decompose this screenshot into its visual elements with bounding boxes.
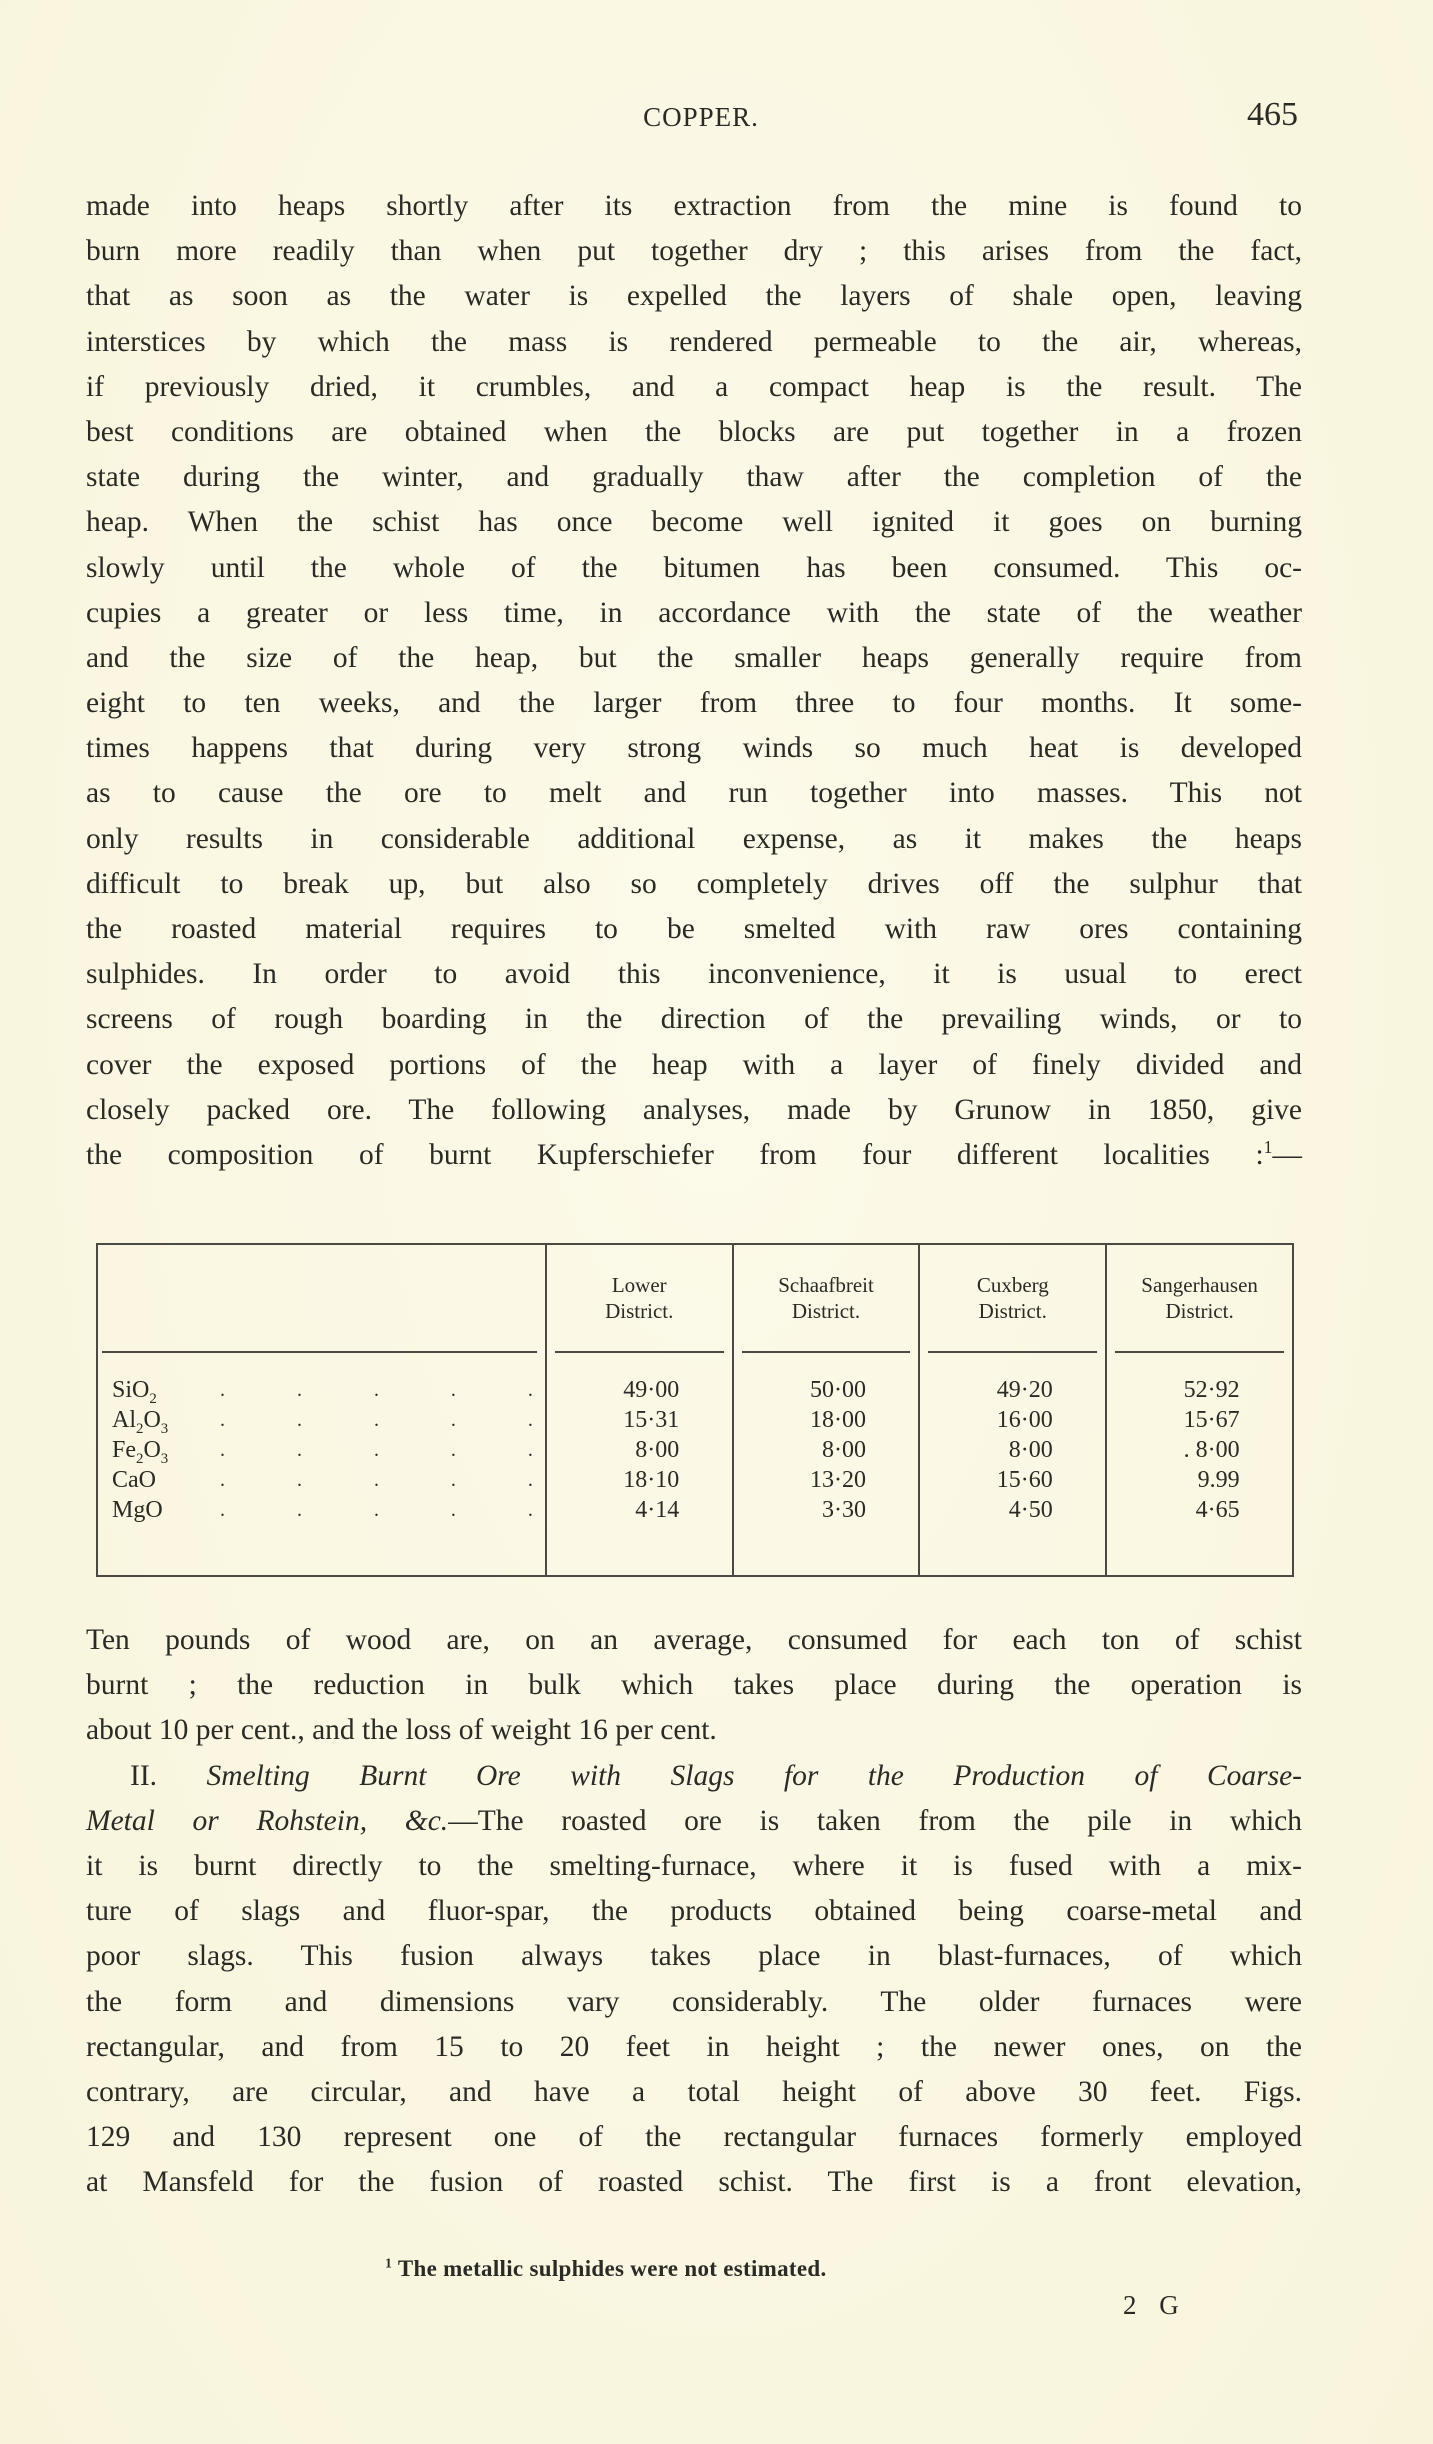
text-line: made into heaps shortly after its extraction from the mine is found to [86, 190, 1302, 222]
column-header-sangerhausen-district: Sangerhausen District. [1106, 1245, 1293, 1351]
table-cell: 13·20 [733, 1465, 920, 1495]
table-cell: 4·50 [919, 1495, 1106, 1525]
column-header-lower-district: Lower District. [546, 1245, 733, 1351]
table-header-row [97, 1245, 1293, 1351]
leader-dots: . . . . . [220, 1379, 533, 1401]
section-title-continued: Metal or Rohstein, &c. [86, 1804, 449, 1837]
section-title: Smelting Burnt Ore with Slags for the Production of Coarse- [206, 1759, 1302, 1792]
table-cell: 18·10 [546, 1465, 733, 1495]
text-line: burnt ; the reduction in bulk which takes place during the operation is [86, 1669, 1302, 1702]
row-label: CaO . . . . . [97, 1465, 546, 1495]
table-cell: 3·30 [733, 1495, 920, 1525]
leader-dots: . . . . . [220, 1409, 533, 1431]
page-header [86, 96, 1316, 142]
row-label: $Fe_2O_3$ . . . . . [97, 1435, 546, 1465]
section-number: II. [130, 1759, 158, 1792]
column-header-cuxberg-district: Cuxberg District. [919, 1245, 1106, 1351]
section-heading-line [86, 1754, 1302, 1799]
page-number: 465 [1247, 96, 1298, 133]
text-line: cover the exposed portions of the heap with a layer of finely divided and [86, 1048, 1302, 1081]
text-line: 129 and 130 represent one of the rectangular furnaces formerly employed [86, 2121, 1302, 2154]
text-line: and the size of the heap, but the smaller heaps generally require from [86, 641, 1302, 674]
table-cell: 8·00 [733, 1435, 920, 1465]
text-line [86, 1799, 1302, 1844]
text-line [86, 1133, 1302, 1178]
table-cell: 15·67 [1106, 1405, 1293, 1435]
text-line: difficult to break up, but also so completely drives off the sulphur that [86, 867, 1302, 900]
paragraph-kupferschiefer-burning [86, 184, 1302, 1178]
footnote-text: The metallic sulphides were not estimated. [397, 2256, 827, 2281]
table-cell: 8·00 [919, 1435, 1106, 1465]
table-cell: 9.99 [1106, 1465, 1293, 1495]
table-cell: 49·20 [919, 1353, 1106, 1405]
running-head: COPPER. [643, 102, 759, 132]
leader-dots: . . . . . [220, 1469, 533, 1491]
text-line: the form and dimensions vary considerably. The older furnaces were [86, 1985, 1302, 2018]
text-line: the roasted material requires to be smelted with raw ores containing [86, 913, 1302, 945]
text-line: state during the winter, and gradually thaw after the completion of the [86, 461, 1302, 494]
table-cell: 50·00 [733, 1353, 920, 1405]
table-cell: 15·31 [546, 1405, 733, 1435]
text-line: best conditions are obtained when the blocks are put together in a frozen [86, 415, 1302, 448]
table-padding-row [97, 1525, 1293, 1575]
table-cell: 15·60 [919, 1465, 1106, 1495]
signature-mark: 2 G [1123, 2290, 1187, 2320]
text-line: at Mansfeld for the fusion of roasted schist. The first is a front elevation, [86, 2166, 1302, 2199]
table-cell: 49·00 [546, 1353, 733, 1405]
text-line-content: —The roasted ore is taken from the pile in which [448, 1804, 1302, 1837]
text-line: eight to ten weeks, and the larger from three to four months. It some- [86, 687, 1302, 720]
text-line: it is burnt directly to the smelting-furnace, where it is fused with a mix- [86, 1849, 1302, 1882]
row-label: SiO$_2$ . . . . . [97, 1353, 546, 1405]
text-line: interstices by which the mass is rendered permeable to the air, whereas, [86, 325, 1302, 358]
table-cell: 18·00 [733, 1405, 920, 1435]
column-header-schaafbreit-district: Schaafbreit District. [733, 1245, 920, 1351]
table-row-fe2o3 [97, 1435, 1293, 1465]
text-line: times happens that during very strong winds so much heat is developed [86, 732, 1302, 765]
text-line-content: the composition of burnt Kupferschiefer from four different localities : [86, 1138, 1264, 1171]
row-label: $Al_2O_3$ . . . . . [97, 1405, 546, 1435]
table-cell: 4·14 [546, 1495, 733, 1525]
text-line: burn more readily than when put together dry ; this arises from the fact, [86, 235, 1302, 268]
header-empty-cell [97, 1245, 546, 1351]
text-line: cupies a greater or less time, in accordance with the state of the weather [86, 596, 1302, 629]
text-line: closely packed ore. The following analyses, made by Grunow in 1850, give [86, 1093, 1302, 1126]
em-dash: — [1272, 1138, 1302, 1171]
table-cell: 4·65 [1106, 1495, 1293, 1525]
text-line: that as soon as the water is expelled the layers of shale open, leaving [86, 280, 1302, 313]
leader-dots: . . . . . [220, 1439, 533, 1461]
text-line: as to cause the ore to melt and run together into masses. This not [86, 777, 1302, 810]
text-line: contrary, are circular, and have a total height of above 30 feet. Figs. [86, 2075, 1302, 2108]
table-cell: . 8·00 [1106, 1435, 1293, 1465]
text-line: slowly until the whole of the bitumen has been consumed. This oc- [86, 551, 1302, 584]
table-row-mgo [97, 1495, 1293, 1525]
text-line: poor slags. This fusion always takes place in blast-furnaces, of which [86, 1940, 1302, 1973]
text-line: Ten pounds of wood are, on an average, consumed for each ton of schist [86, 1624, 1302, 1656]
table-row-sio2 [97, 1353, 1293, 1405]
table-cell: 16·00 [919, 1405, 1106, 1435]
footnote [385, 2256, 827, 2282]
row-label: MgO . . . . . [97, 1495, 546, 1525]
footnote-reference[interactable]: 1 [1263, 1137, 1273, 1158]
text-line: rectangular, and from 15 to 20 feet in height ; the newer ones, on the [86, 2030, 1302, 2063]
paragraph-wood-consumption [86, 1618, 1302, 2205]
text-line: only results in considerable additional expense, as it makes the heaps [86, 822, 1302, 855]
text-line: about 10 per cent., and the loss of weight 16 per cent. [86, 1714, 717, 1747]
text-line: sulphides. In order to avoid this inconvenience, it is usual to erect [86, 958, 1302, 991]
leader-dots: . . . . . [220, 1499, 533, 1521]
footnote-marker: 1 [385, 2255, 393, 2271]
analysis-table [96, 1243, 1294, 1577]
kupferschiefer-composition-table [96, 1245, 1294, 1575]
table-row-cao [97, 1465, 1293, 1495]
table-cell: 52·92 [1106, 1353, 1293, 1405]
text-line: heap. When the schist has once become well ignited it goes on burning [86, 506, 1302, 539]
table-row-al2o3 [97, 1405, 1293, 1435]
text-line: if previously dried, it crumbles, and a compact heap is the result. The [86, 370, 1302, 403]
text-line: screens of rough boarding in the direction of the prevailing winds, or to [86, 1003, 1302, 1036]
table-bottom-rule [96, 1575, 1294, 1577]
table-cell: 8·00 [546, 1435, 733, 1465]
text-line: ture of slags and fluor-spar, the products obtained being coarse-metal and [86, 1895, 1302, 1928]
